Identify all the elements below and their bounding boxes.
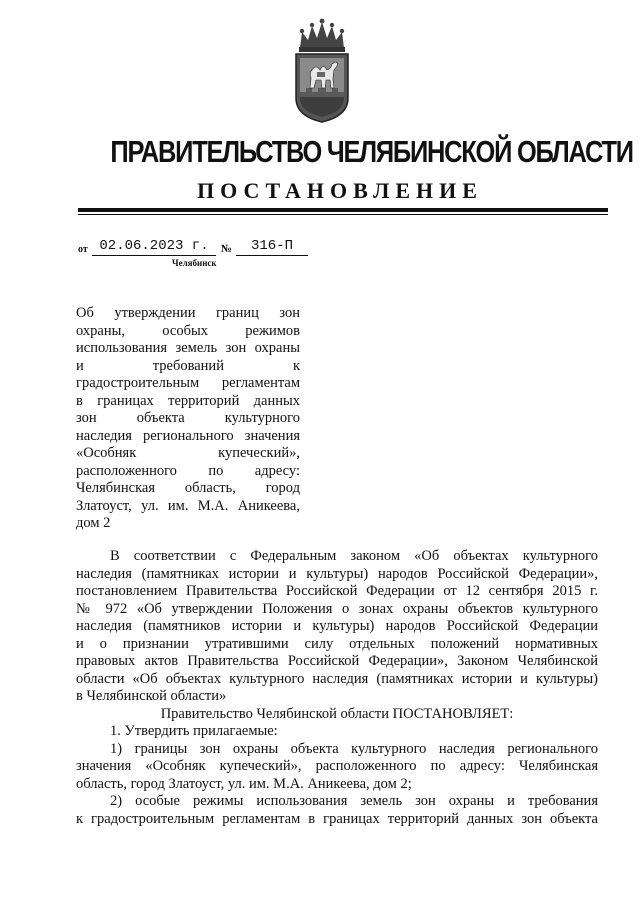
document-subject [76,305,300,533]
subject-line: расположенного по адресу: [76,462,300,479]
city-name: Челябинск [172,258,217,268]
body-line: 1. Утвердить прилагаемые: [110,723,278,739]
subject-line: зон объекта культурного [76,410,300,426]
body-line: 2) особые режимы использования земель зон охраны и требования [110,793,598,809]
body-line: в Челябинской области» [76,688,227,704]
subject-line: Челябинская область, город [76,480,300,496]
subject-line: «Особняк купеческий», [76,445,300,461]
government-title: ПРАВИТЕЛЬСТВО ЧЕЛЯБИНСКОЙ ОБЛАСТИ [110,134,633,169]
header-rule-thick [78,208,608,212]
body-line: значения «Особняк купеческий», расположенного по адресу: Челябинская [76,758,598,774]
body-line: наследия (памятниках истории и культуры) народов Российской Федерации», [76,565,598,582]
body-line: 1) границы зон охраны объекта культурного наследия регионального [110,740,598,757]
subject-line: наследия регионального значения [76,427,300,444]
date-prefix: от [78,244,88,255]
coat-of-arms-icon [292,18,352,124]
body-line: правовых актов Правительства Российской Федерации», Законом Челябинской [76,653,598,669]
document-type: ПОСТАНОВЛЕНИЕ [197,178,483,203]
subject-line: Златоуст, ул. им. М.А. Аникеева, [76,497,300,514]
body-line: и о признании утратившими силу отдельных положений нормативных [76,635,598,652]
subject-line: и требований к [76,357,300,374]
body-line: наследия (памятников истории и культуры) народов Российской Федерации [76,618,598,634]
subject-line: в границах территорий данных [76,392,300,409]
body-line: Правительство Челябинской области ПОСТАНОВЛЯЕТ: [160,705,514,722]
subject-line: Об утверждении границ зон [76,305,300,321]
number-prefix: № [221,243,233,255]
subject-line: использования земель зон охраны [76,340,300,356]
document-number: 316-П [236,238,308,256]
body-line: область, город Златоуст, ул. им. М.А. Аникеева, дом 2; [76,775,412,792]
subject-line: охраны, особых режимов [76,322,300,339]
subject-line: дом 2 [76,515,111,531]
header-rule-thin [78,214,608,215]
body-line: постановлением Правительства Российской Федерации от 12 сентября 2015 г. [76,583,598,599]
document-body [76,548,598,828]
subject-line: градостроительным регламентам [76,375,300,391]
body-line: № 972 «Об утверждении Положения о зонах охраны объектов культурного [76,600,598,617]
body-line: области «Об объектах культурного наследия (памятниках истории и культуры) [76,670,598,687]
document-date: 02.06.2023 г. [92,238,216,256]
body-line: к градостроительным регламентам в границах территорий данных зон объекта [76,810,598,827]
body-line: В соответствии с Федеральным законом «Об объектах культурного [110,548,598,564]
